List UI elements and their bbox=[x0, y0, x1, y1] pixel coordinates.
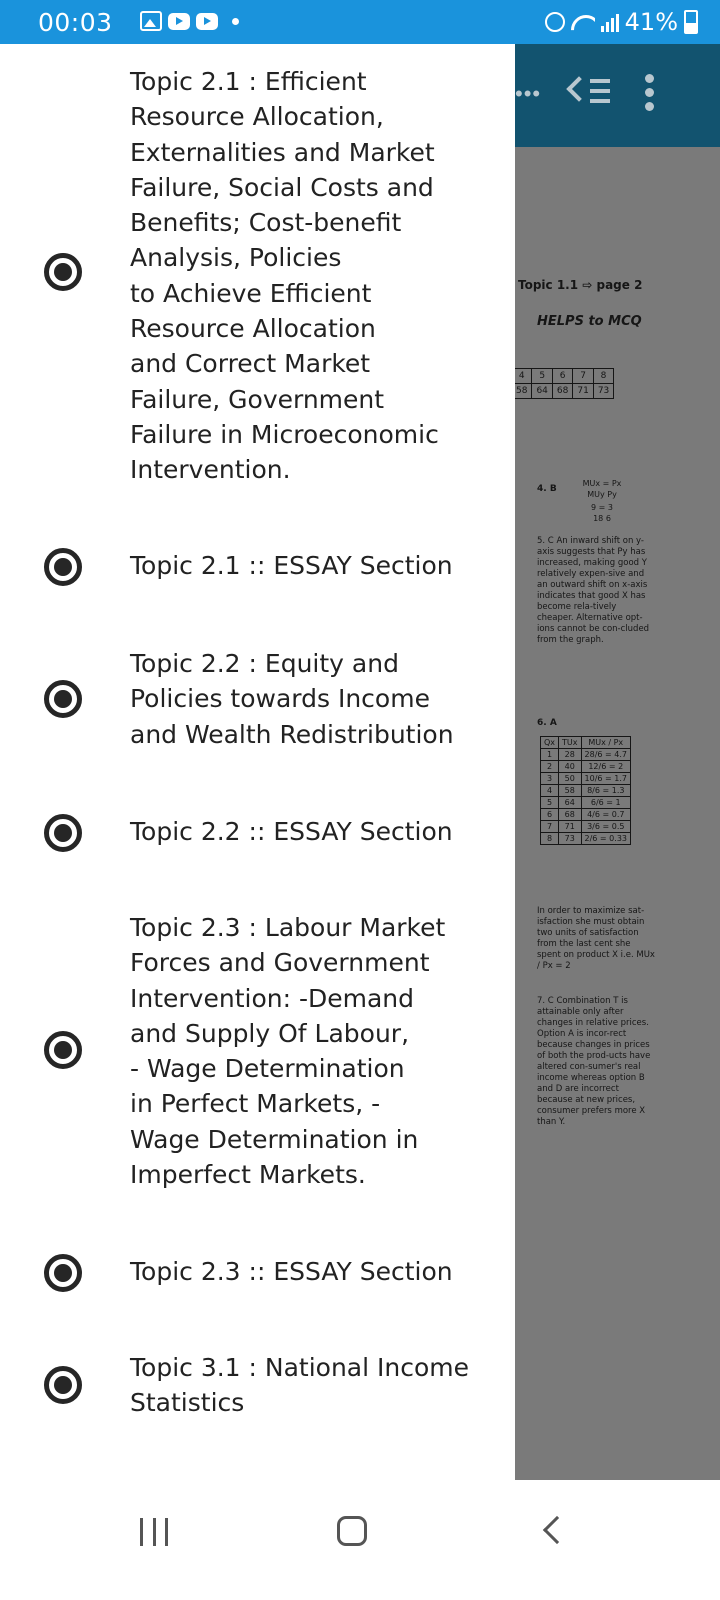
battery-icon bbox=[684, 10, 698, 34]
topic-label: Topic 2.2 :: ESSAY Section bbox=[130, 817, 453, 846]
doc-formula bbox=[577, 478, 627, 524]
table-cell: 64 bbox=[532, 384, 552, 399]
more-icon[interactable]: ••• bbox=[515, 81, 542, 106]
doc-table-2 bbox=[540, 736, 631, 845]
table-cell: 58 bbox=[515, 384, 532, 399]
table-cell: 4 bbox=[541, 785, 559, 797]
doc-table-1 bbox=[515, 368, 614, 399]
table-cell: 2/6 = 0.33 bbox=[581, 833, 630, 845]
table-cell: 3/6 = 0.5 bbox=[581, 821, 630, 833]
signal-icon bbox=[601, 12, 619, 32]
table-cell: 5 bbox=[532, 369, 552, 384]
table-cell: 6 bbox=[541, 809, 559, 821]
formula-top: MUx = Px bbox=[582, 479, 622, 488]
radio-selected-icon[interactable] bbox=[44, 814, 82, 852]
table-cell: 40 bbox=[559, 761, 581, 773]
radio-selected-icon[interactable] bbox=[44, 1366, 82, 1404]
table-cell: 4 bbox=[515, 369, 532, 384]
topic-label: Topic 2.2 : Equity and Policies towards Income and Wealth Redistribution bbox=[130, 649, 454, 749]
topic-label: Topic 2.1 : Efficient Resource Allocation, Externalities and Market Failure, Social Costs and Benefits; Cost-benefit Analysis, Policies to Achieve Efficient Resource Allocation and Correct Market Failure, Government Failure in Microeconomic Intervention. bbox=[130, 67, 439, 485]
recents-icon[interactable] bbox=[140, 1518, 168, 1546]
table-cell: 68 bbox=[559, 809, 581, 821]
table-cell: 28 bbox=[559, 749, 581, 761]
fraction-bottom: 18 6 bbox=[593, 514, 611, 523]
doc-subheader: HELPS to MCQ bbox=[537, 314, 642, 329]
table-cell: 58 bbox=[559, 785, 581, 797]
topic-label: Topic 3.1 : National Income Statistics bbox=[130, 1353, 470, 1418]
table-cell: 8 bbox=[541, 833, 559, 845]
table-cell: 10/6 = 1.7 bbox=[581, 773, 630, 785]
doc-answer-4: 4. B bbox=[537, 484, 557, 494]
doc-answer-6: 6. A bbox=[537, 718, 557, 728]
table-cell: 3 bbox=[541, 773, 559, 785]
table-cell: 2 bbox=[541, 761, 559, 773]
gallery-icon bbox=[140, 11, 162, 31]
table-header: Qx bbox=[541, 737, 559, 749]
table-cell: 6/6 = 1 bbox=[581, 797, 630, 809]
list-icon[interactable] bbox=[570, 74, 610, 108]
navigation-bar bbox=[0, 1480, 720, 1600]
table-cell: 73 bbox=[559, 833, 581, 845]
doc-answer-5: 5. C An inward shift on y-axis suggests that Py has increased, making good Y relatively expen-sive and an outward shift on x-axis indicates that good X has become rela-tively cheaper. Alternative opt-ions cannot be con-cluded from the graph. bbox=[537, 536, 650, 645]
wifi-icon bbox=[571, 12, 595, 32]
radio-selected-icon[interactable] bbox=[44, 253, 82, 291]
status-time: 00:03 bbox=[38, 8, 113, 37]
table-cell: 4/6 = 0.7 bbox=[581, 809, 630, 821]
table-cell: 8/6 = 1.3 bbox=[581, 785, 630, 797]
fraction-top: 9 = 3 bbox=[591, 503, 613, 512]
alarm-icon bbox=[545, 12, 565, 32]
topics-drawer bbox=[0, 44, 515, 1480]
dot-icon bbox=[232, 18, 239, 25]
table-cell: 7 bbox=[573, 369, 593, 384]
youtube-icon bbox=[196, 13, 218, 30]
kebab-icon[interactable] bbox=[645, 74, 655, 116]
formula-bottom: MUy Py bbox=[587, 490, 617, 499]
app-toolbar bbox=[515, 44, 720, 147]
doc-answer-7: 7. C Combination T is attainable only after changes in relative prices. Option A is incor-rect because changes in prices of both the prod-ucts have altered con-sumer's real income whereas option B and D are incorrect because at new prices, consumer prefers more X than Y. bbox=[537, 996, 651, 1127]
table-cell: 73 bbox=[593, 384, 613, 399]
table-cell: 28/6 = 4.7 bbox=[581, 749, 630, 761]
home-icon[interactable] bbox=[337, 1516, 367, 1546]
doc-header: Topic 1.1 ⇨ page 2 bbox=[518, 278, 643, 292]
table-cell: 8 bbox=[593, 369, 613, 384]
table-header: TUx bbox=[559, 737, 581, 749]
youtube-icon bbox=[168, 13, 190, 30]
table-cell: 71 bbox=[573, 384, 593, 399]
radio-selected-icon[interactable] bbox=[44, 548, 82, 586]
radio-selected-icon[interactable] bbox=[44, 1254, 82, 1292]
table-cell: 50 bbox=[559, 773, 581, 785]
doc-paragraph: In order to maximize sat-isfaction she must obtain two units of satisfaction from the last cent she spent on product X i.e. MUx / Px = 2 bbox=[537, 906, 655, 971]
radio-selected-icon[interactable] bbox=[44, 680, 82, 718]
table-cell: 68 bbox=[552, 384, 572, 399]
table-cell: 5 bbox=[541, 797, 559, 809]
table-cell: 7 bbox=[541, 821, 559, 833]
topic-label: Topic 2.3 : Labour Market Forces and Government Intervention: -Demand and Supply Of Labour, - Wage Determination in Perfect Markets, - Wage Determination in Imperfect Markets. bbox=[130, 913, 446, 1190]
back-icon[interactable] bbox=[543, 1516, 571, 1544]
table-cell: 64 bbox=[559, 797, 581, 809]
background-app[interactable] bbox=[515, 44, 720, 1480]
radio-selected-icon[interactable] bbox=[44, 1031, 82, 1069]
topic-label: Topic 2.3 :: ESSAY Section bbox=[130, 1257, 453, 1286]
table-cell: 1 bbox=[541, 749, 559, 761]
status-bar bbox=[0, 0, 720, 44]
notification-icons bbox=[140, 11, 239, 31]
table-cell: 12/6 = 2 bbox=[581, 761, 630, 773]
table-header: MUx / Px bbox=[581, 737, 630, 749]
system-icons bbox=[545, 8, 698, 36]
battery-percent: 41% bbox=[624, 8, 678, 36]
table-cell: 6 bbox=[552, 369, 572, 384]
topic-label: Topic 2.1 :: ESSAY Section bbox=[130, 551, 453, 580]
table-cell: 71 bbox=[559, 821, 581, 833]
